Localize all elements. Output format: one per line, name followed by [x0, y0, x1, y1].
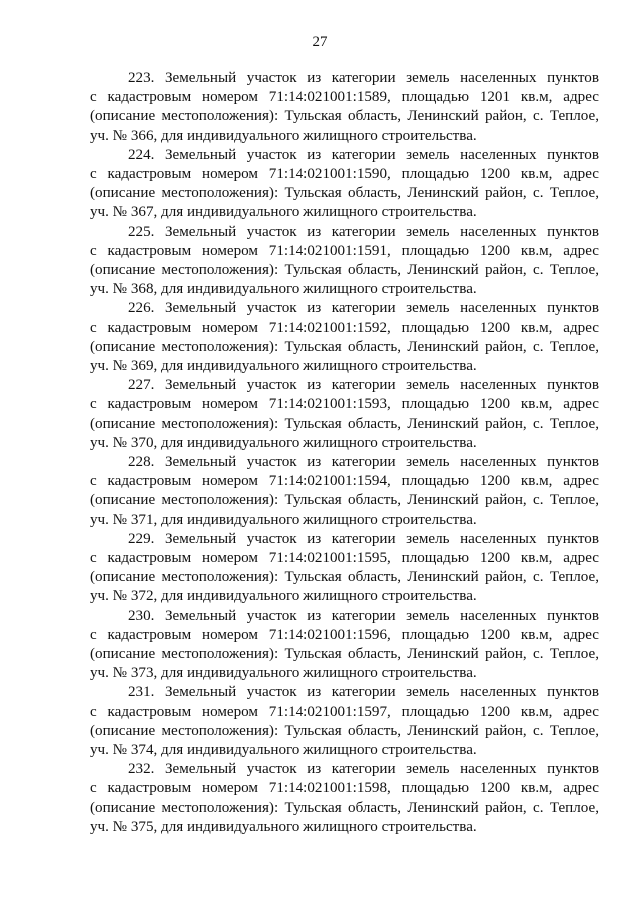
- item-number: 231.: [128, 684, 155, 701]
- item-text: Земельный участок из категории земель населенных пунктов: [165, 607, 599, 624]
- item-text-line: уч. № 375, для индивидуального жилищного строительства.: [90, 818, 477, 835]
- item-text-line: уч. № 371, для индивидуального жилищного строительства.: [90, 511, 477, 528]
- item-text-line: с кадастровым номером 71:14:021001:1591, площадью 1200 кв.м, адрес: [90, 242, 599, 259]
- list-item: [90, 299, 599, 376]
- item-number: 225.: [128, 223, 155, 240]
- list-item: [90, 69, 599, 146]
- list-item: [90, 453, 599, 530]
- item-text-line: с кадастровым номером 71:14:021001:1598, площадью 1200 кв.м, адрес: [90, 780, 599, 797]
- item-text: Земельный участок из категории земель населенных пунктов: [165, 453, 599, 470]
- item-text-line: уч. № 366, для индивидуального жилищного строительства.: [90, 127, 477, 144]
- item-text-line: уч. № 372, для индивидуального жилищного строительства.: [90, 588, 477, 605]
- item-first-line: [90, 376, 599, 395]
- list-item: [90, 760, 599, 837]
- item-first-line: [90, 453, 599, 472]
- item-text-line: (описание местоположения): Тульская область, Ленинский район, с. Теплое,: [90, 338, 599, 355]
- item-text-line: (описание местоположения): Тульская область, Ленинский район, с. Теплое,: [90, 261, 599, 278]
- item-text-line: (описание местоположения): Тульская область, Ленинский район, с. Теплое,: [90, 108, 599, 125]
- item-number: 223.: [128, 70, 155, 86]
- item-text: Земельный участок из категории земель населенных пунктов: [165, 761, 599, 778]
- item-first-line: [90, 223, 599, 242]
- item-text-line: уч. № 374, для индивидуального жилищного строительства.: [90, 741, 477, 758]
- item-text-line: с кадастровым номером 71:14:021001:1594, площадью 1200 кв.м, адрес: [90, 473, 599, 490]
- item-text: Земельный участок из категории земель населенных пунктов: [165, 223, 599, 240]
- item-number: 226.: [128, 300, 155, 317]
- item-text-line: с кадастровым номером 71:14:021001:1589, площадью 1201 кв.м, адрес: [90, 89, 599, 106]
- item-first-line: [90, 146, 599, 165]
- item-text-line: с кадастровым номером 71:14:021001:1593, площадью 1200 кв.м, адрес: [90, 396, 599, 413]
- item-text-line: с кадастровым номером 71:14:021001:1590, площадью 1200 кв.м, адрес: [90, 165, 599, 182]
- list-item: [90, 376, 599, 453]
- page-number: 27: [312, 34, 328, 50]
- land-plot-list: [90, 69, 599, 837]
- item-text-line: (описание местоположения): Тульская область, Ленинский район, с. Теплое,: [90, 415, 599, 432]
- item-text-line: (описание местоположения): Тульская область, Ленинский район, с. Теплое,: [90, 645, 599, 662]
- item-text-line: уч. № 370, для индивидуального жилищного строительства.: [90, 434, 477, 451]
- item-text-line: (описание местоположения): Тульская область, Ленинский район, с. Теплое,: [90, 569, 599, 586]
- item-text-line: с кадастровым номером 71:14:021001:1595, площадью 1200 кв.м, адрес: [90, 549, 599, 566]
- item-text: Земельный участок из категории земель населенных пунктов: [165, 300, 599, 317]
- item-first-line: [90, 760, 599, 779]
- item-text-line: уч. № 367, для индивидуального жилищного строительства.: [90, 204, 477, 221]
- item-text-line: (описание местоположения): Тульская область, Ленинский район, с. Теплое,: [90, 722, 599, 739]
- item-text: Земельный участок из категории земель населенных пунктов: [165, 70, 599, 86]
- item-first-line: [90, 607, 599, 626]
- item-text-line: (описание местоположения): Тульская область, Ленинский район, с. Теплое,: [90, 799, 599, 816]
- list-item: [90, 223, 599, 300]
- item-text-line: с кадастровым номером 71:14:021001:1596, площадью 1200 кв.м, адрес: [90, 626, 599, 643]
- item-text-line: уч. № 368, для индивидуального жилищного строительства.: [90, 281, 477, 298]
- item-text: Земельный участок из категории земель населенных пунктов: [165, 684, 599, 701]
- item-text-line: (описание местоположения): Тульская область, Ленинский район, с. Теплое,: [90, 492, 599, 509]
- item-number: 229.: [128, 530, 155, 547]
- item-text-line: уч. № 373, для индивидуального жилищного строительства.: [90, 665, 477, 682]
- item-number: 230.: [128, 607, 155, 624]
- item-text: Земельный участок из категории земель населенных пунктов: [165, 530, 599, 547]
- list-item: [90, 683, 599, 760]
- list-item: [90, 607, 599, 684]
- item-text-line: уч. № 369, для индивидуального жилищного строительства.: [90, 357, 477, 374]
- item-number: 232.: [128, 761, 155, 778]
- list-item: [90, 146, 599, 223]
- item-first-line: [90, 69, 599, 88]
- item-text: Земельный участок из категории земель населенных пунктов: [165, 146, 599, 163]
- item-text-line: с кадастровым номером 71:14:021001:1592, площадью 1200 кв.м, адрес: [90, 319, 599, 336]
- item-first-line: [90, 683, 599, 702]
- item-first-line: [90, 299, 599, 318]
- item-text-line: (описание местоположения): Тульская область, Ленинский район, с. Теплое,: [90, 185, 599, 202]
- item-number: 224.: [128, 146, 155, 163]
- item-text-line: с кадастровым номером 71:14:021001:1597, площадью 1200 кв.м, адрес: [90, 703, 599, 720]
- item-text: Земельный участок из категории земель населенных пунктов: [165, 377, 599, 394]
- item-number: 227.: [128, 377, 155, 394]
- list-item: [90, 530, 599, 607]
- item-number: 228.: [128, 453, 155, 470]
- item-first-line: [90, 530, 599, 549]
